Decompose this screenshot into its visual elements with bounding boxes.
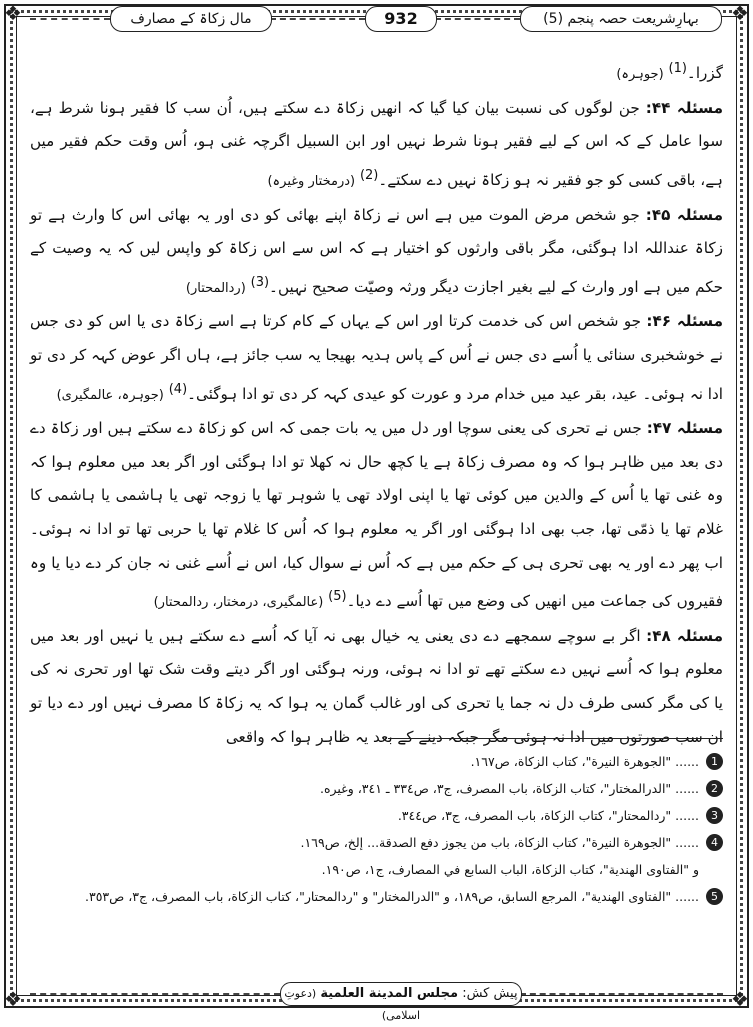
corner-ornament-icon: ❖ [731,1,749,25]
masala-label: مسئلہ ۴۵: [645,205,723,224]
footnote: 3 ...... "ردالمحتار"، كتاب الزكاة، باب المصرف، ج٣، ص٣٤٤. [30,802,723,829]
intro-paragraph: گزرا۔$^{(1)}$ (جوہرہ) [616,61,723,83]
footnotes [30,748,723,910]
publisher-badge: پیش کش: مجلس المدينة العلمية (دعوتِ اسلامی) [280,982,522,1006]
corner-ornament-icon: ❖ [4,987,22,1011]
chapter-title: مال زکاۃ کے مصارف [110,6,272,32]
page-footer [30,982,723,1022]
footnote-number: 1 [706,753,723,770]
masala-label: مسئلہ ۴۸: [646,626,724,645]
masala-paragraph: مسئلہ ۴۷: جس نے تحری کی یعنی سوچا اور دل میں یہ بات جمی کہ اس کو زکاۃ دے سکتے ہیں اور زکاۃ دے دی بعد میں ظاہر ہوا کہ وہ مصرف زکاۃ ہے یا کچھ حال نہ کھلا تو ادا ہوگئی اور اگر بعد میں معلوم ہوا کہ وہ غنی تھا یا اُس کے والدین میں کوئی تھا یا اپنی اولاد تھی یا شوہر تھا یا زوجہ تھی یا ہاشمی یا ہاشمی کا غلام تھا یا ذمّی تھا، جب بھی ادا ہوگئی اور اگر یہ معلوم ہوا کہ اُس کا غلام تھا یا حربی تھا تو ادا نہ ہوئی۔ اب پھر دے اور یہ بھی تحری ہی کے حکم میں ہے کہ اُس نے سوال کیا، اس نے اُسے غنی نہ جان کر دے دیا یا وہ فقیروں کی جماعت میں انھیں کی وضع میں تھا اُسے دے دیا۔$^{(5)}$ (عالمگیری، درمختار، ردالمحتار) [30,419,723,611]
page-number: 932 [365,6,437,32]
masala-label: مسئلہ ۴۷: [646,419,723,438]
masala-paragraph: مسئلہ ۴۶: جو شخص اس کی خدمت کرتا اور اس کے یہاں کے کام کرتا ہے اسے زکاۃ دی یا اس کو دی جس نے خوشخبری سنائی یا اُسے دی جس نے اُس کے پاس ہدیہ بھیجا یہ سب جائز ہے، ہاں اگر عوض کہہ کر دی تو ادا نہ ہوئی۔ عید، بقر عید میں خدام مرد و عورت کو عیدی کہہ کر دی تو ادا ہوگئی۔$^{(4)}$ (جوہرہ، عالمگیری) [30,312,723,403]
masala-paragraph: مسئلہ ۴۵: جو شخص مرض الموت میں ہے اس نے زکاۃ اپنے بھائی کو دی اور یہ بھائی اس کا وارث ہے تو زکاۃ عنداللہ ادا ہوگئی، مگر باقی وارثوں کو اختیار ہے کہ اس سے اس زکاۃ کو واپس لیں کہ یہ وصیت کے حکم میں ہے اور وارث کے لیے بغیر اجازت دیگر ورثہ وصیّت صحیح نہیں۔$^{(3)}$ (ردالمحتار) [30,205,723,296]
masala-label: مسئلہ ۴۶: [646,312,723,331]
footnote-separator [388,738,723,739]
publisher-name: مجلس المدينة العلمية [320,986,459,1001]
page-body [30,52,723,754]
footnote: 5 ...... "الفتاوى الهندية"، المرجع السابق، ص١٨٩، و "الدرالمختار" و "ردالمحتار"، كتاب الزكاة، باب المصرف، ج٣، ص٣٥٣. [30,883,723,910]
page-header [30,6,723,32]
footnote-number: 2 [706,780,723,797]
masala-paragraph: مسئلہ ۴۸: اگر بے سوچے سمجھے دے دی یعنی یہ خیال بھی نہ آیا کہ اُسے دے سکتے ہیں یا نہیں اور بعد میں معلوم ہوا کہ اُسے نہیں دے سکتے تھے تو ادا نہ ہوئی، ورنہ ہوگئی اور اگر دیتے وقت شک تھا اور تحری نہ کی یا کی مگر کسی طرف دل نہ جما یا تحری کی اور غالب گمان یہ ہوا کہ یہ زکاۃ کا مصرف نہیں اور دے دیا تو ان سب صورتوں میں ادا نہ ہوئی مگر جبکہ دینے کے بعد یہ ظاہر ہوا کہ واقعی [30,626,724,746]
footnote: 2 ...... "الدرالمختار"، كتاب الزكاة، باب المصرف، ج٣، ص٣٣٤ ـ ٣٤١، وغيره. [30,775,723,802]
masala-label: مسئلہ ۴۴: [645,98,724,117]
masala-paragraph: مسئلہ ۴۴: جن لوگوں کی نسبت بیان کیا گیا کہ انھیں زکاۃ دے سکتے ہیں، اُن سب کا فقیر ہونا شرط ہے، سوا عامل کے کہ اس کے لیے فقیر ہونا شرط نہیں اور ابن السبیل اگرچہ غنی ہو، اُس وقت حکم فقیر میں ہے، باقی کسی کو جو فقیر نہ ہو زکاۃ نہیں دے سکتے۔$^{(2)}$ (درمختار وغیرہ) [30,98,724,189]
footnote: 4 ...... "الجوهرة النيرة"، كتاب الزكاة، باب من يجوز دفع الصدقة... إلخ، ص١٦٩. [30,829,723,856]
corner-ornament-icon: ❖ [731,987,749,1011]
corner-ornament-icon: ❖ [4,1,22,25]
footnote-number: 3 [706,807,723,824]
footnote: 1 ...... "الجوهرة النيرة"، كتاب الزكاة، ص١٦٧. [30,748,723,775]
footnote-number: 5 [706,888,723,905]
footnote-number: 4 [706,834,723,851]
book-title: بہارِشریعت حصہ پنجم (5) [520,6,722,32]
footnote-continuation: و "الفتاوى الهندية"، كتاب الزكاة، الباب السابع في المصارف، ج١، ص١٩٠. [321,862,699,877]
